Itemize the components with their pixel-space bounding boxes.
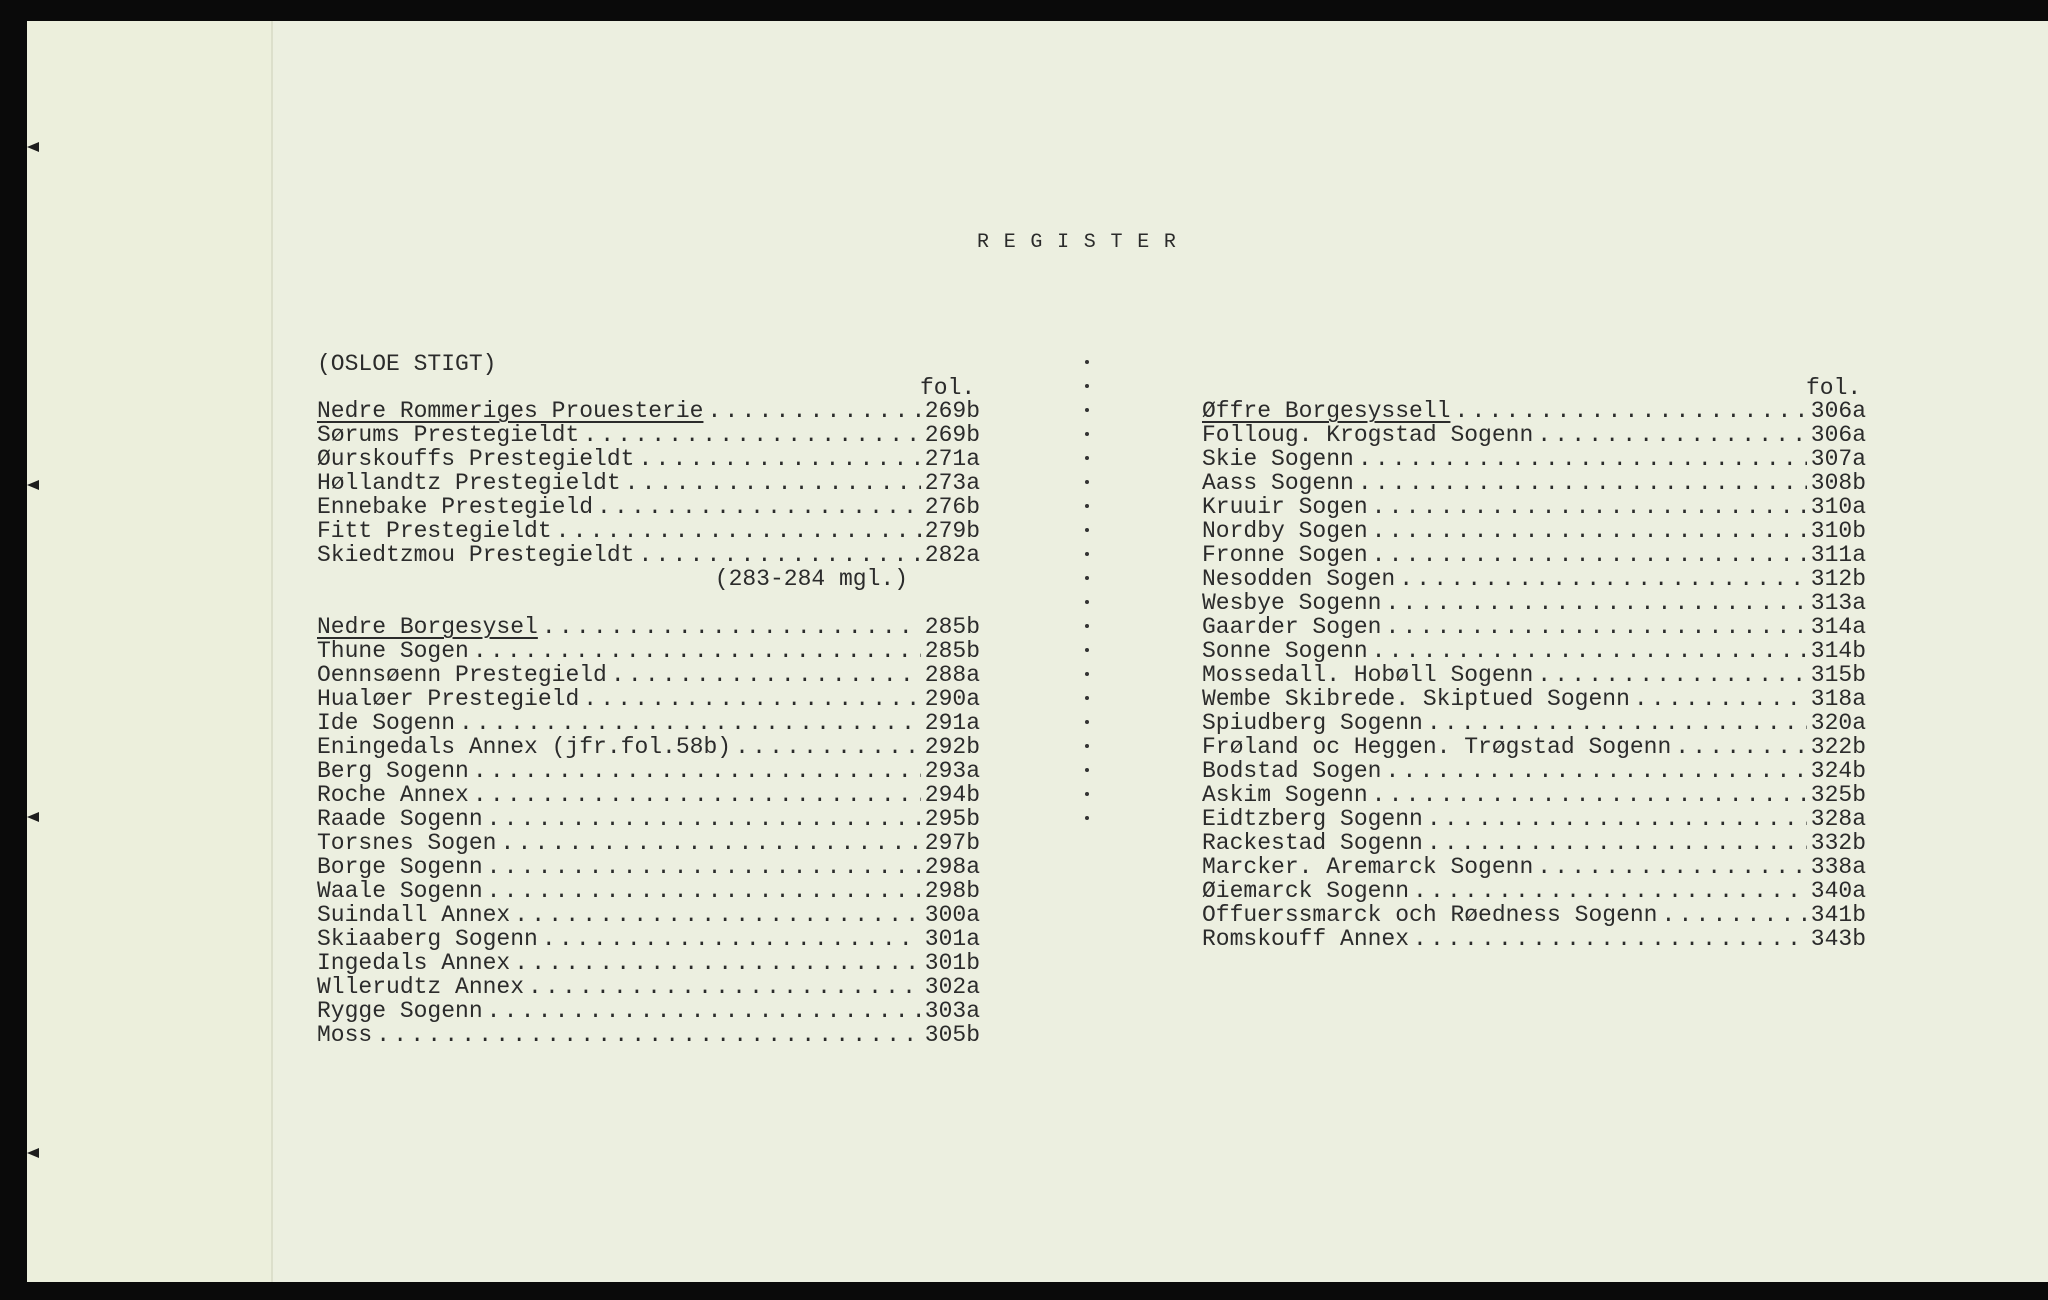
register-entry [1202, 735, 1866, 759]
divider-dot [1085, 816, 1089, 820]
folio-number: 325b [1810, 782, 1866, 808]
divider-dot [1085, 360, 1089, 364]
dot-leader [583, 687, 921, 711]
dot-leader [638, 543, 920, 567]
register-entry [317, 423, 980, 447]
folio-number: 307a [1810, 446, 1866, 472]
folio-number: 306a [1810, 398, 1866, 424]
dot-leader [1372, 495, 1807, 519]
folio-number: 310b [1810, 518, 1866, 544]
divider-dot [1085, 504, 1089, 508]
missing-folios-note [317, 567, 980, 591]
entry-label: Marcker. Aremarck Sogenn [1202, 854, 1534, 880]
entry-label: Høllandtz Prestegieldt [317, 470, 621, 496]
dot-leader [1427, 807, 1807, 831]
folio-number: 301a [924, 926, 980, 952]
divider-dot [1085, 600, 1089, 604]
folio-number: 301b [924, 950, 980, 976]
folio-number: 290a [924, 686, 980, 712]
folio-number: 303a [924, 998, 980, 1024]
register-entry [317, 951, 980, 975]
dot-leader [514, 903, 921, 927]
page-title: REGISTER [977, 231, 1191, 254]
folio-number: 285b [924, 638, 980, 664]
folio-number: 295b [924, 806, 980, 832]
entry-label: Spiudberg Sogenn [1202, 710, 1423, 736]
dot-leader [597, 495, 921, 519]
dot-leader [1372, 543, 1807, 567]
register-entry [1202, 543, 1866, 567]
entry-label: Nedre Borgesysel [317, 614, 538, 640]
folio-number: 318a [1810, 686, 1866, 712]
left-arrow-icon [27, 480, 39, 490]
entry-label: Øffre Borgesyssell [1202, 398, 1451, 424]
register-entry [317, 711, 980, 735]
register-heading-entry [1202, 399, 1866, 423]
folio-number: 340a [1810, 878, 1866, 904]
folio-number: 310a [1810, 494, 1866, 520]
folio-number: 308b [1810, 470, 1866, 496]
entry-label: Gaarder Sogen [1202, 614, 1382, 640]
register-heading-entry [317, 399, 980, 423]
dot-leader [514, 951, 921, 975]
dot-leader [1413, 927, 1807, 951]
folio-number: 282a [924, 542, 980, 568]
dot-leader [473, 639, 921, 663]
dot-leader [459, 711, 921, 735]
blank-line [317, 591, 980, 615]
divider-dot [1085, 744, 1089, 748]
folio-number: 293a [924, 758, 980, 784]
dot-leader [473, 759, 921, 783]
register-entry [317, 495, 980, 519]
folio-number: 292b [924, 734, 980, 760]
register-entry [1202, 855, 1866, 879]
dot-leader [638, 447, 920, 471]
entry-label: Nedre Rommeriges Prouesterie [317, 398, 704, 424]
folio-number: 314a [1810, 614, 1866, 640]
divider-dot [1085, 432, 1089, 436]
dot-leader [1661, 903, 1806, 927]
register-entry [317, 471, 980, 495]
register-entry [317, 1023, 980, 1047]
entry-label: Nordby Sogen [1202, 518, 1368, 544]
entry-label: Fitt Prestegieldt [317, 518, 552, 544]
dot-leader [487, 855, 921, 879]
entry-label: Folloug. Krogstad Sogenn [1202, 422, 1534, 448]
entry-label: Ide Sogenn [317, 710, 456, 736]
entry-label: Borge Sogenn [317, 854, 483, 880]
register-entry [1202, 831, 1866, 855]
divider-dot [1085, 384, 1089, 388]
register-entry [317, 759, 980, 783]
folio-number: 271a [924, 446, 980, 472]
register-entry [1202, 639, 1866, 663]
folio-number: 297b [924, 830, 980, 856]
entry-label: Suindall Annex [317, 902, 511, 928]
register-entry [1202, 495, 1866, 519]
dot-leader [542, 615, 921, 639]
entry-label: Berg Sogenn [317, 758, 469, 784]
dot-leader [1372, 519, 1807, 543]
folio-number: 294b [924, 782, 980, 808]
entry-label: Moss [317, 1022, 373, 1048]
folio-number: 273a [924, 470, 980, 496]
divider-dot [1085, 624, 1089, 628]
dot-leader [1427, 831, 1807, 855]
dot-leader [625, 471, 921, 495]
folio-number: 288a [924, 662, 980, 688]
folio-number: 314b [1810, 638, 1866, 664]
dot-leader [487, 999, 921, 1023]
divider-dot [1085, 768, 1089, 772]
divider-dot [1085, 408, 1089, 412]
left-arrow-icon [27, 812, 39, 822]
entry-label: Sørums Prestegieldt [317, 422, 580, 448]
entry-label: Sonne Sogenn [1202, 638, 1368, 664]
entry-label: Torsnes Sogen [317, 830, 497, 856]
register-entry [317, 807, 980, 831]
register-entry [1202, 783, 1866, 807]
dot-leader [556, 519, 921, 543]
divider-dot [1085, 456, 1089, 460]
entry-label: Askim Sogenn [1202, 782, 1368, 808]
section-heading: (OSLOE STIGT) [317, 351, 497, 377]
folio-number: 311a [1810, 542, 1866, 568]
folio-number: 312b [1810, 566, 1866, 592]
divider-dot [1085, 648, 1089, 652]
register-entry [1202, 519, 1866, 543]
dot-leader [1537, 663, 1807, 687]
register-entry [1202, 423, 1866, 447]
divider-dot [1085, 528, 1089, 532]
entry-label: Wembe Skibrede. Skiptued Sogenn [1202, 686, 1630, 712]
dot-leader [707, 399, 920, 423]
entry-label: Skiaaberg Sogenn [317, 926, 538, 952]
entry-label: Hualøer Prestegield [317, 686, 580, 712]
entry-label: Bodstad Sogen [1202, 758, 1382, 784]
register-entry [317, 687, 980, 711]
dot-leader [1427, 711, 1807, 735]
entry-label: Ennebake Prestegield [317, 494, 594, 520]
entry-label: Roche Annex [317, 782, 469, 808]
dot-leader [1372, 783, 1807, 807]
folio-number: 315b [1810, 662, 1866, 688]
register-entry [317, 735, 980, 759]
folio-number: 298a [924, 854, 980, 880]
entry-label: Aass Sogenn [1202, 470, 1354, 496]
left-arrow-icon [27, 1148, 39, 1158]
register-entry [317, 999, 980, 1023]
folio-number: 291a [924, 710, 980, 736]
divider-dot [1085, 792, 1089, 796]
folio-number: 305b [924, 1022, 980, 1048]
fol-header-right: fol. [1806, 375, 1862, 401]
entry-label: Fronne Sogen [1202, 542, 1368, 568]
divider-dot [1085, 720, 1089, 724]
dot-leader [473, 783, 921, 807]
folio-number: 300a [924, 902, 980, 928]
entry-label: Øurskouffs Prestegieldt [317, 446, 635, 472]
binding-margin [27, 21, 273, 1282]
register-entry [317, 447, 980, 471]
entry-label: Wllerudtz Annex [317, 974, 525, 1000]
dot-leader [1537, 423, 1807, 447]
dot-leader [611, 663, 921, 687]
register-entry [1202, 759, 1866, 783]
dot-leader [1385, 615, 1806, 639]
register-entry [1202, 807, 1866, 831]
entry-label: Eidtzberg Sogenn [1202, 806, 1423, 832]
entry-label: Frøland oc Heggen. Trøgstad Sogenn [1202, 734, 1672, 760]
dot-leader [487, 807, 921, 831]
dot-leader [1537, 855, 1807, 879]
register-entry [1202, 567, 1866, 591]
dot-leader [528, 975, 921, 999]
entry-label: Kruuir Sogen [1202, 494, 1368, 520]
entry-label: Eningedals Annex (jfr.fol.58b) [317, 734, 732, 760]
dot-leader [1358, 447, 1807, 471]
folio-number: 341b [1810, 902, 1866, 928]
register-entry [317, 975, 980, 999]
entry-label: Mossedall. Hobøll Sogenn [1202, 662, 1534, 688]
folio-number: 328a [1810, 806, 1866, 832]
entry-label: Rackestad Sogenn [1202, 830, 1423, 856]
register-entry [1202, 471, 1866, 495]
register-entry [317, 927, 980, 951]
register-entry [1202, 927, 1866, 951]
dot-leader [583, 423, 921, 447]
register-entry [317, 639, 980, 663]
register-entry [317, 903, 980, 927]
register-entry [317, 879, 980, 903]
fol-header-left: fol. [920, 375, 976, 401]
dot-leader [1358, 471, 1807, 495]
entry-label: Raade Sogenn [317, 806, 483, 832]
dot-leader [735, 735, 921, 759]
dot-leader [1413, 879, 1807, 903]
entry-label: Ingedals Annex [317, 950, 511, 976]
folio-number: 306a [1810, 422, 1866, 448]
dot-leader [1399, 567, 1807, 591]
dot-leader [500, 831, 920, 855]
entry-label: Rygge Sogenn [317, 998, 483, 1024]
folio-number: 279b [924, 518, 980, 544]
folio-number: 269b [924, 398, 980, 424]
folio-number: 313a [1810, 590, 1866, 616]
register-entry [1202, 615, 1866, 639]
dot-leader [1675, 735, 1807, 759]
folio-number: 302a [924, 974, 980, 1000]
register-entry [317, 519, 980, 543]
column-divider-dots [1085, 360, 1095, 840]
entry-label: Romskouff Annex [1202, 926, 1410, 952]
register-heading-entry [317, 615, 980, 639]
folio-number: 320a [1810, 710, 1866, 736]
folio-number: 332b [1810, 830, 1866, 856]
divider-dot [1085, 672, 1089, 676]
register-entry [1202, 711, 1866, 735]
folio-number: 285b [924, 614, 980, 640]
divider-dot [1085, 552, 1089, 556]
left-arrow-icon [27, 142, 39, 152]
entry-label: Waale Sogenn [317, 878, 483, 904]
entry-label: Offuerssmarck och Røedness Sogenn [1202, 902, 1658, 928]
folio-number: 324b [1810, 758, 1866, 784]
register-entry [317, 855, 980, 879]
register-entry [317, 543, 980, 567]
register-entry [1202, 663, 1866, 687]
register-entry [317, 663, 980, 687]
dot-leader [1385, 759, 1806, 783]
divider-dot [1085, 576, 1089, 580]
folio-number: 338a [1810, 854, 1866, 880]
dot-leader [487, 879, 921, 903]
dot-leader [1372, 639, 1807, 663]
entry-label: Skie Sogenn [1202, 446, 1354, 472]
register-entry [317, 831, 980, 855]
folio-number: 322b [1810, 734, 1866, 760]
entry-label: Wesbye Sogenn [1202, 590, 1382, 616]
register-entry [1202, 879, 1866, 903]
register-entry [1202, 591, 1866, 615]
folio-number: 298b [924, 878, 980, 904]
left-register-list [317, 399, 980, 1047]
entry-label: Nesodden Sogen [1202, 566, 1396, 592]
dot-leader [1385, 591, 1806, 615]
register-entry [1202, 447, 1866, 471]
entry-label: Skiedtzmou Prestegieldt [317, 542, 635, 568]
note-text: (283-284 mgl.) [714, 566, 908, 592]
entry-label: Oennsøenn Prestegield [317, 662, 607, 688]
folio-number: 343b [1810, 926, 1866, 952]
register-entry [1202, 687, 1866, 711]
folio-number: 269b [924, 422, 980, 448]
entry-label: Thune Sogen [317, 638, 469, 664]
entry-label: Øiemarck Sogenn [1202, 878, 1410, 904]
register-entry [317, 783, 980, 807]
dot-leader [542, 927, 921, 951]
dot-leader [376, 1023, 921, 1047]
dot-leader [1454, 399, 1806, 423]
dot-leader [1634, 687, 1807, 711]
folio-number: 276b [924, 494, 980, 520]
right-register-list [1202, 399, 1866, 951]
divider-dot [1085, 480, 1089, 484]
divider-dot [1085, 696, 1089, 700]
register-entry [1202, 903, 1866, 927]
